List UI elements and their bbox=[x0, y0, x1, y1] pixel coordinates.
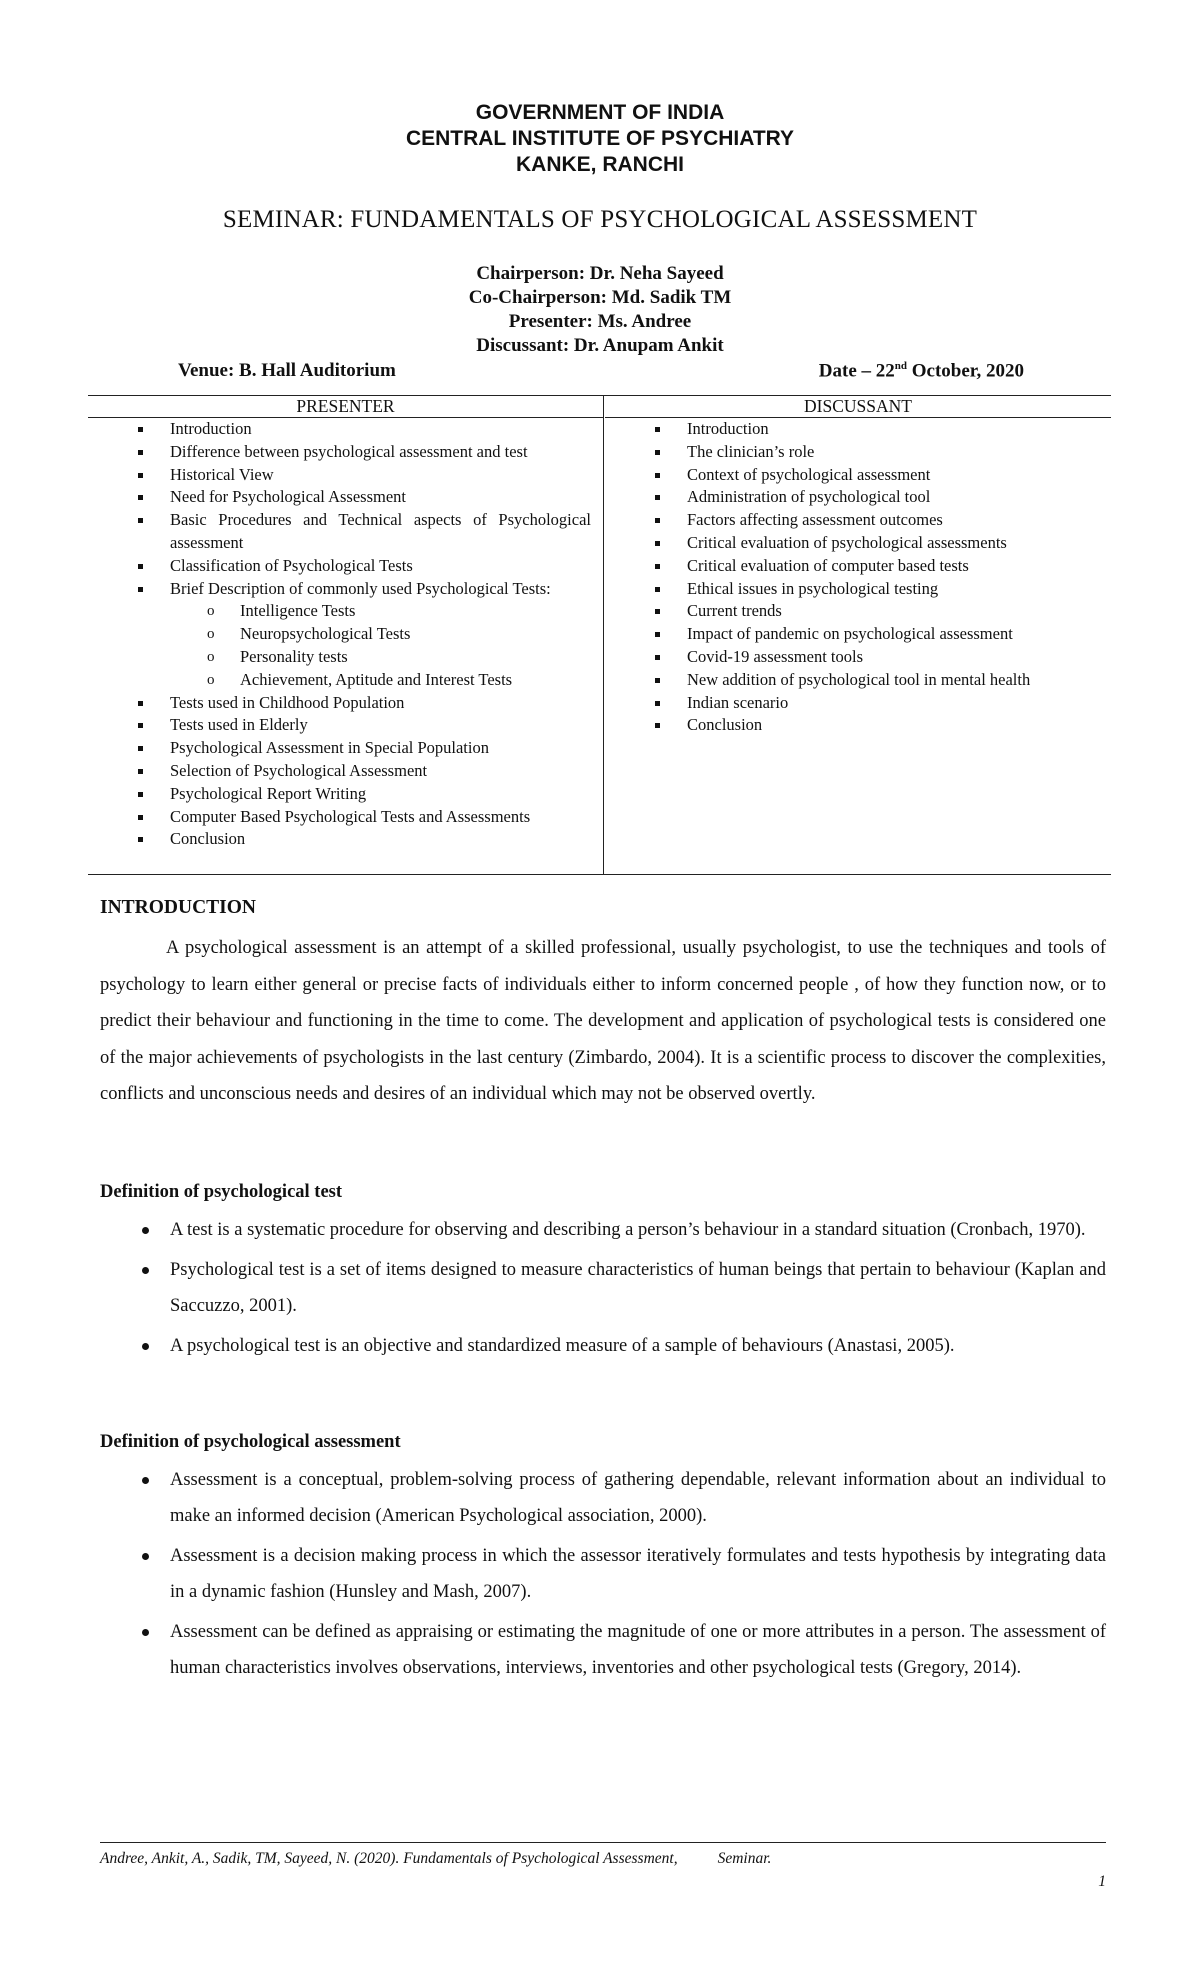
list-subitem: o Intelligence Tests bbox=[88, 600, 603, 623]
definition-test-list bbox=[100, 1212, 1106, 1368]
introduction-heading: INTRODUCTION bbox=[100, 897, 257, 918]
list-item: Context of psychological assessment bbox=[605, 464, 1111, 487]
list-item: A test is a systematic procedure for observing and describing a person’s behaviour in a standard situation (Cronbach, 1970). bbox=[100, 1212, 1106, 1248]
list-item: Assessment is a decision making process in which the assessor iteratively formulates and tests hypothesis by integrating data in a dynamic fashion (Hunsley and Mash, 2007). bbox=[100, 1538, 1106, 1610]
list-item: Indian scenario bbox=[605, 692, 1111, 715]
presenter-topic-list bbox=[88, 418, 603, 851]
list-item: Critical evaluation of computer based tests bbox=[605, 555, 1111, 578]
list-item: The clinician’s role bbox=[605, 441, 1111, 464]
discussant-column-header: DISCUSSANT bbox=[605, 396, 1111, 418]
list-item: Classification of Psychological Tests bbox=[88, 555, 603, 578]
introduction-paragraph: A psychological assessment is an attempt of a skilled professional, usually psychologist, to use the techniques and tools of psychology to learn either general or precise facts of individuals either to inform concerned people , of how they function now, or to predict their behaviour and functioning in the time to come. The development and application of psychological tests is considered one of the major achievements of psychologists in the last century (Zimbardo, 2004). It is a scientific process to discover the complexities, conflicts and unconscious needs and desires of an individual which may not be observed overtly. bbox=[100, 938, 1106, 1104]
presenter: Presenter: Ms. Andree bbox=[508, 311, 692, 332]
presenter-column-header: PRESENTER bbox=[88, 396, 603, 418]
chairperson: Chairperson: Dr. Neha Sayeed bbox=[476, 263, 724, 284]
footer-citation-text: Andree, Ankit, A., Sadik, TM, Sayeed, N. (2020). Fundamentals of Psychological Assessment, bbox=[100, 1850, 678, 1867]
roles-block bbox=[0, 262, 1200, 358]
date-suffix-sup: nd bbox=[894, 360, 908, 372]
list-item: Factors affecting assessment outcomes bbox=[605, 509, 1111, 532]
list-item: Psychological Report Writing bbox=[88, 783, 603, 806]
list-item: Conclusion bbox=[88, 828, 603, 851]
list-item: Psychological Assessment in Special Population bbox=[88, 737, 603, 760]
list-item: Introduction bbox=[88, 418, 603, 441]
header-government: GOVERNMENT OF INDIA bbox=[475, 101, 725, 124]
list-item: Basic Procedures and Technical aspects of Psychological assessment bbox=[88, 509, 603, 555]
list-subitem: o Neuropsychological Tests bbox=[88, 623, 603, 646]
list-item: Covid-19 assessment tools bbox=[605, 646, 1111, 669]
list-item: Psychological test is a set of items designed to measure characteristics of human beings that pertain to behaviour (Kaplan and Saccuzzo, 2001). bbox=[100, 1252, 1106, 1324]
list-item: Need for Psychological Assessment bbox=[88, 486, 603, 509]
definition-assessment-heading: Definition of psychological assessment bbox=[100, 1432, 401, 1452]
header-institute: CENTRAL INSTITUTE OF PSYCHIATRY bbox=[405, 127, 795, 150]
definition-assessment-list bbox=[100, 1462, 1106, 1690]
list-item: Computer Based Psychological Tests and Assessments bbox=[88, 806, 603, 829]
list-item: New addition of psychological tool in mental health bbox=[605, 669, 1111, 692]
list-subitem: o Achievement, Aptitude and Interest Tests bbox=[88, 669, 603, 692]
presenter-column bbox=[88, 396, 604, 874]
footer-divider bbox=[100, 1842, 1106, 1843]
date-rest: October, 2020 bbox=[907, 360, 1024, 382]
definition-test-heading: Definition of psychological test bbox=[100, 1182, 343, 1202]
discussant: Discussant: Dr. Anupam Ankit bbox=[476, 335, 724, 356]
footer-citation-tail: Seminar. bbox=[717, 1850, 772, 1867]
date bbox=[819, 360, 1024, 382]
list-item: Assessment can be defined as appraising or estimating the magnitude of one or more attributes in a person. The assessment of human characteristics involves observations, interviews, inventories and other psychological tests (Gregory, 2014). bbox=[100, 1614, 1106, 1686]
date-prefix: Date – 22 bbox=[818, 360, 895, 382]
list-item: Current trends bbox=[605, 600, 1111, 623]
list-item: Brief Description of commonly used Psychological Tests: bbox=[88, 578, 603, 601]
list-subitem: o Personality tests bbox=[88, 646, 603, 669]
list-item: Difference between psychological assessment and test bbox=[88, 441, 603, 464]
discussant-column bbox=[605, 396, 1111, 874]
list-item: Critical evaluation of psychological assessments bbox=[605, 532, 1111, 555]
footer-citation bbox=[100, 1850, 771, 1868]
list-item: Impact of pandemic on psychological assessment bbox=[605, 623, 1111, 646]
list-item: Selection of Psychological Assessment bbox=[88, 760, 603, 783]
list-item: Assessment is a conceptual, problem-solving process of gathering dependable, relevant information about an individual to make an informed decision (American Psychological association, 2000). bbox=[100, 1462, 1106, 1534]
list-item: Tests used in Childhood Population bbox=[88, 692, 603, 715]
list-item: Administration of psychological tool bbox=[605, 486, 1111, 509]
list-item: A psychological test is an objective and standardized measure of a sample of behaviours (Anastasi, 2005). bbox=[100, 1328, 1106, 1364]
list-item: Ethical issues in psychological testing bbox=[605, 578, 1111, 601]
list-item: Historical View bbox=[88, 464, 603, 487]
list-item: Tests used in Elderly bbox=[88, 714, 603, 737]
list-item: Introduction bbox=[605, 418, 1111, 441]
venue: Venue: B. Hall Auditorium bbox=[178, 360, 396, 381]
discussant-topic-list bbox=[605, 418, 1111, 737]
topics-table bbox=[88, 395, 1111, 875]
list-item: Conclusion bbox=[605, 714, 1111, 737]
co-chairperson: Co-Chairperson: Md. Sadik TM bbox=[468, 287, 732, 308]
page-number: 1 bbox=[1098, 1873, 1106, 1890]
seminar-title: SEMINAR: FUNDAMENTALS OF PSYCHOLOGICAL ASSESSMENT bbox=[222, 206, 978, 233]
header-location: KANKE, RANCHI bbox=[516, 153, 684, 176]
